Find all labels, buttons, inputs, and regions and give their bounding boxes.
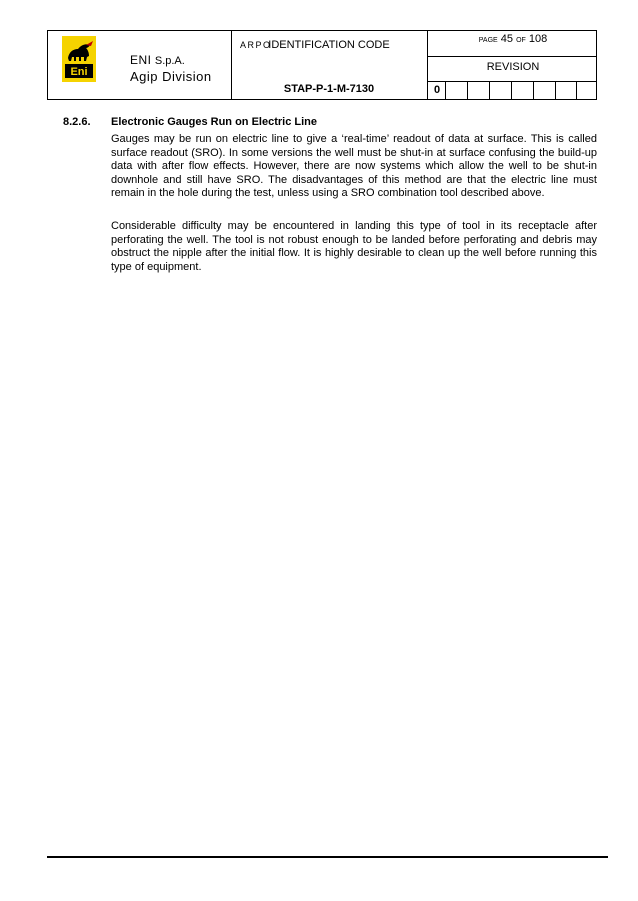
section-title: Electronic Gauges Run on Electric Line <box>111 116 317 128</box>
arpo-label: ARPO <box>240 40 272 50</box>
revision-box-divider <box>533 81 534 99</box>
header-divider <box>427 81 597 82</box>
document-header <box>47 30 597 100</box>
page-number: 45 <box>500 33 514 45</box>
revision-box-divider <box>445 81 446 99</box>
page-indicator <box>428 33 598 45</box>
header-divider <box>427 56 597 57</box>
revision-box-divider <box>511 81 512 99</box>
paragraph: Gauges may be run on electric line to give a ‘real-time’ readout of data at surface. This is called surface readout (SRO). In some versions the well must be shut-in at surface confusing the build-up data with after flow effects. However, there are now systems which allow the well to be shut-in downhole and still have SRO. The disadvantages of this method are that the electric line must remain in the hole during the test, unless using a SRO combination tool described above. <box>111 133 597 199</box>
document-code: STAP-P-1-M-7130 <box>283 83 375 95</box>
revision-value: 0 <box>434 84 441 96</box>
svg-text:Eni: Eni <box>70 66 88 78</box>
identification-code-label: IDENTIFICATION CODE <box>268 39 390 51</box>
revision-box-divider <box>467 81 468 99</box>
revision-label: REVISION <box>486 61 540 73</box>
revision-box-divider <box>489 81 490 99</box>
revision-box-divider <box>576 81 577 99</box>
page-label: PAGE <box>478 37 498 44</box>
section-number: 8.2.6. <box>63 116 91 128</box>
division-name: Agip Division <box>130 69 212 84</box>
revision-box-divider <box>555 81 556 99</box>
eni-logo <box>62 36 96 82</box>
footer-rule <box>47 856 608 858</box>
company-suffix: S.p.A. <box>154 55 185 67</box>
paragraph: Considerable difficulty may be encountered in landing this type of tool in its receptacle after perforating the well. The tool is not robust enough to be landed before perforating and debris may obstruct the nipple after the initial flow. It is highly desirable to clean up the well before running this type of equipment. <box>111 220 597 273</box>
of-label: OF <box>516 37 526 44</box>
total-pages: 108 <box>528 33 548 45</box>
company-name <box>130 53 185 67</box>
company-eni: ENI <box>130 53 152 67</box>
